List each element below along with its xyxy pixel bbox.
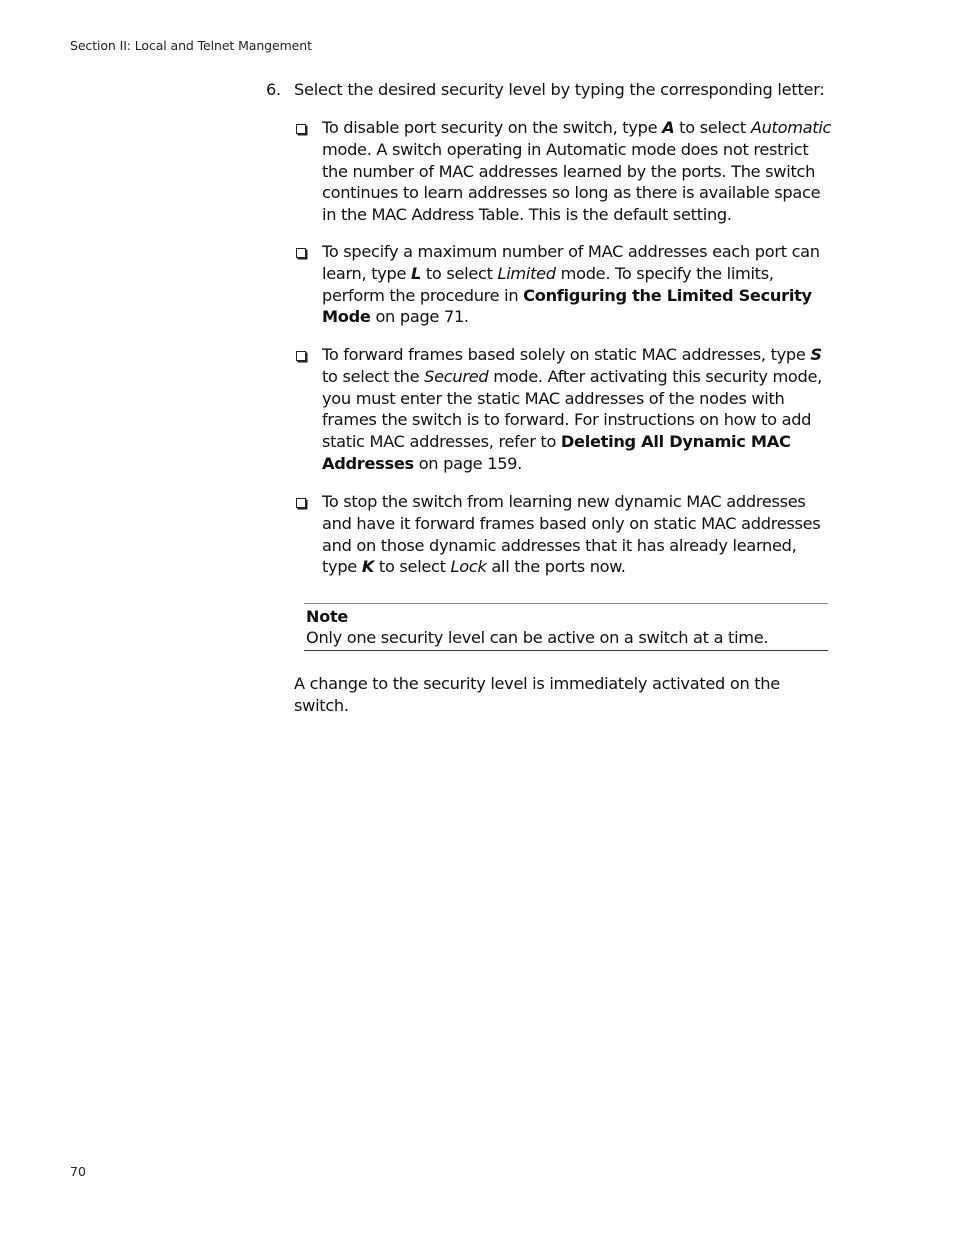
option-lock [294, 491, 834, 578]
option-text: To specify a maximum number of MAC addresses each port can learn, type L to select Limited mode. To specify the limits, perform the procedure in Configuring the Limited Security Mode on page 71. [322, 242, 820, 327]
mode-name: Lock [450, 557, 487, 577]
page-number: 70 [70, 1164, 86, 1179]
note-title: Note [306, 607, 349, 626]
mode-name: Secured [424, 366, 489, 386]
key-letter: S [810, 345, 822, 364]
key-letter: L [411, 263, 422, 283]
option-text: To disable port security on the switch, type A to select Automatic mode. A switch operating in Automatic mode does not restrict the number of MAC addresses learned by the ports. The switch continues to learn addresses so long as there is available space in the MAC Address Table. This is the default setting. [322, 118, 832, 225]
cross-reference-link[interactable]: Configuring the Limited Security Mode [322, 285, 812, 327]
step-number: 6. [266, 80, 281, 99]
closing-paragraph: A change to the security level is immediately activated on the switch. [294, 674, 780, 715]
checkbox-bullet-icon [296, 124, 306, 134]
checkbox-bullet-icon [296, 351, 306, 361]
step-6 [266, 79, 836, 101]
option-automatic [294, 117, 834, 226]
mode-name: Automatic [750, 118, 832, 137]
note-text: Only one security level can be active on a switch at a time. [306, 628, 769, 647]
option-secured [294, 344, 834, 475]
running-header: Section II: Local and Telnet Mangement [70, 38, 312, 53]
step-text: Select the desired security level by typing the corresponding letter: [294, 80, 825, 99]
key-letter: K [361, 557, 375, 577]
option-text: To stop the switch from learning new dynamic MAC addresses and have it forward frames based only on static MAC addresses and on those dynamic addresses that it has already learned, type K to select Lock all the ports now. [322, 492, 821, 577]
cross-reference-link[interactable]: Deleting All Dynamic MAC Addresses [322, 432, 791, 473]
checkbox-bullet-icon [296, 248, 306, 258]
mode-name: Limited [497, 263, 556, 283]
option-text: To forward frames based solely on static MAC addresses, type S to select the Secured mode. After activating this security mode, you must enter the static MAC addresses of the nodes with frames the switch is to forward. For instructions on how to add static MAC addresses, refer to Deleting All Dynamic MAC Addresses on page 159. [322, 345, 823, 473]
checkbox-bullet-icon [296, 498, 306, 508]
note-box [304, 603, 828, 651]
option-limited [294, 241, 834, 328]
key-letter: A [662, 118, 675, 137]
